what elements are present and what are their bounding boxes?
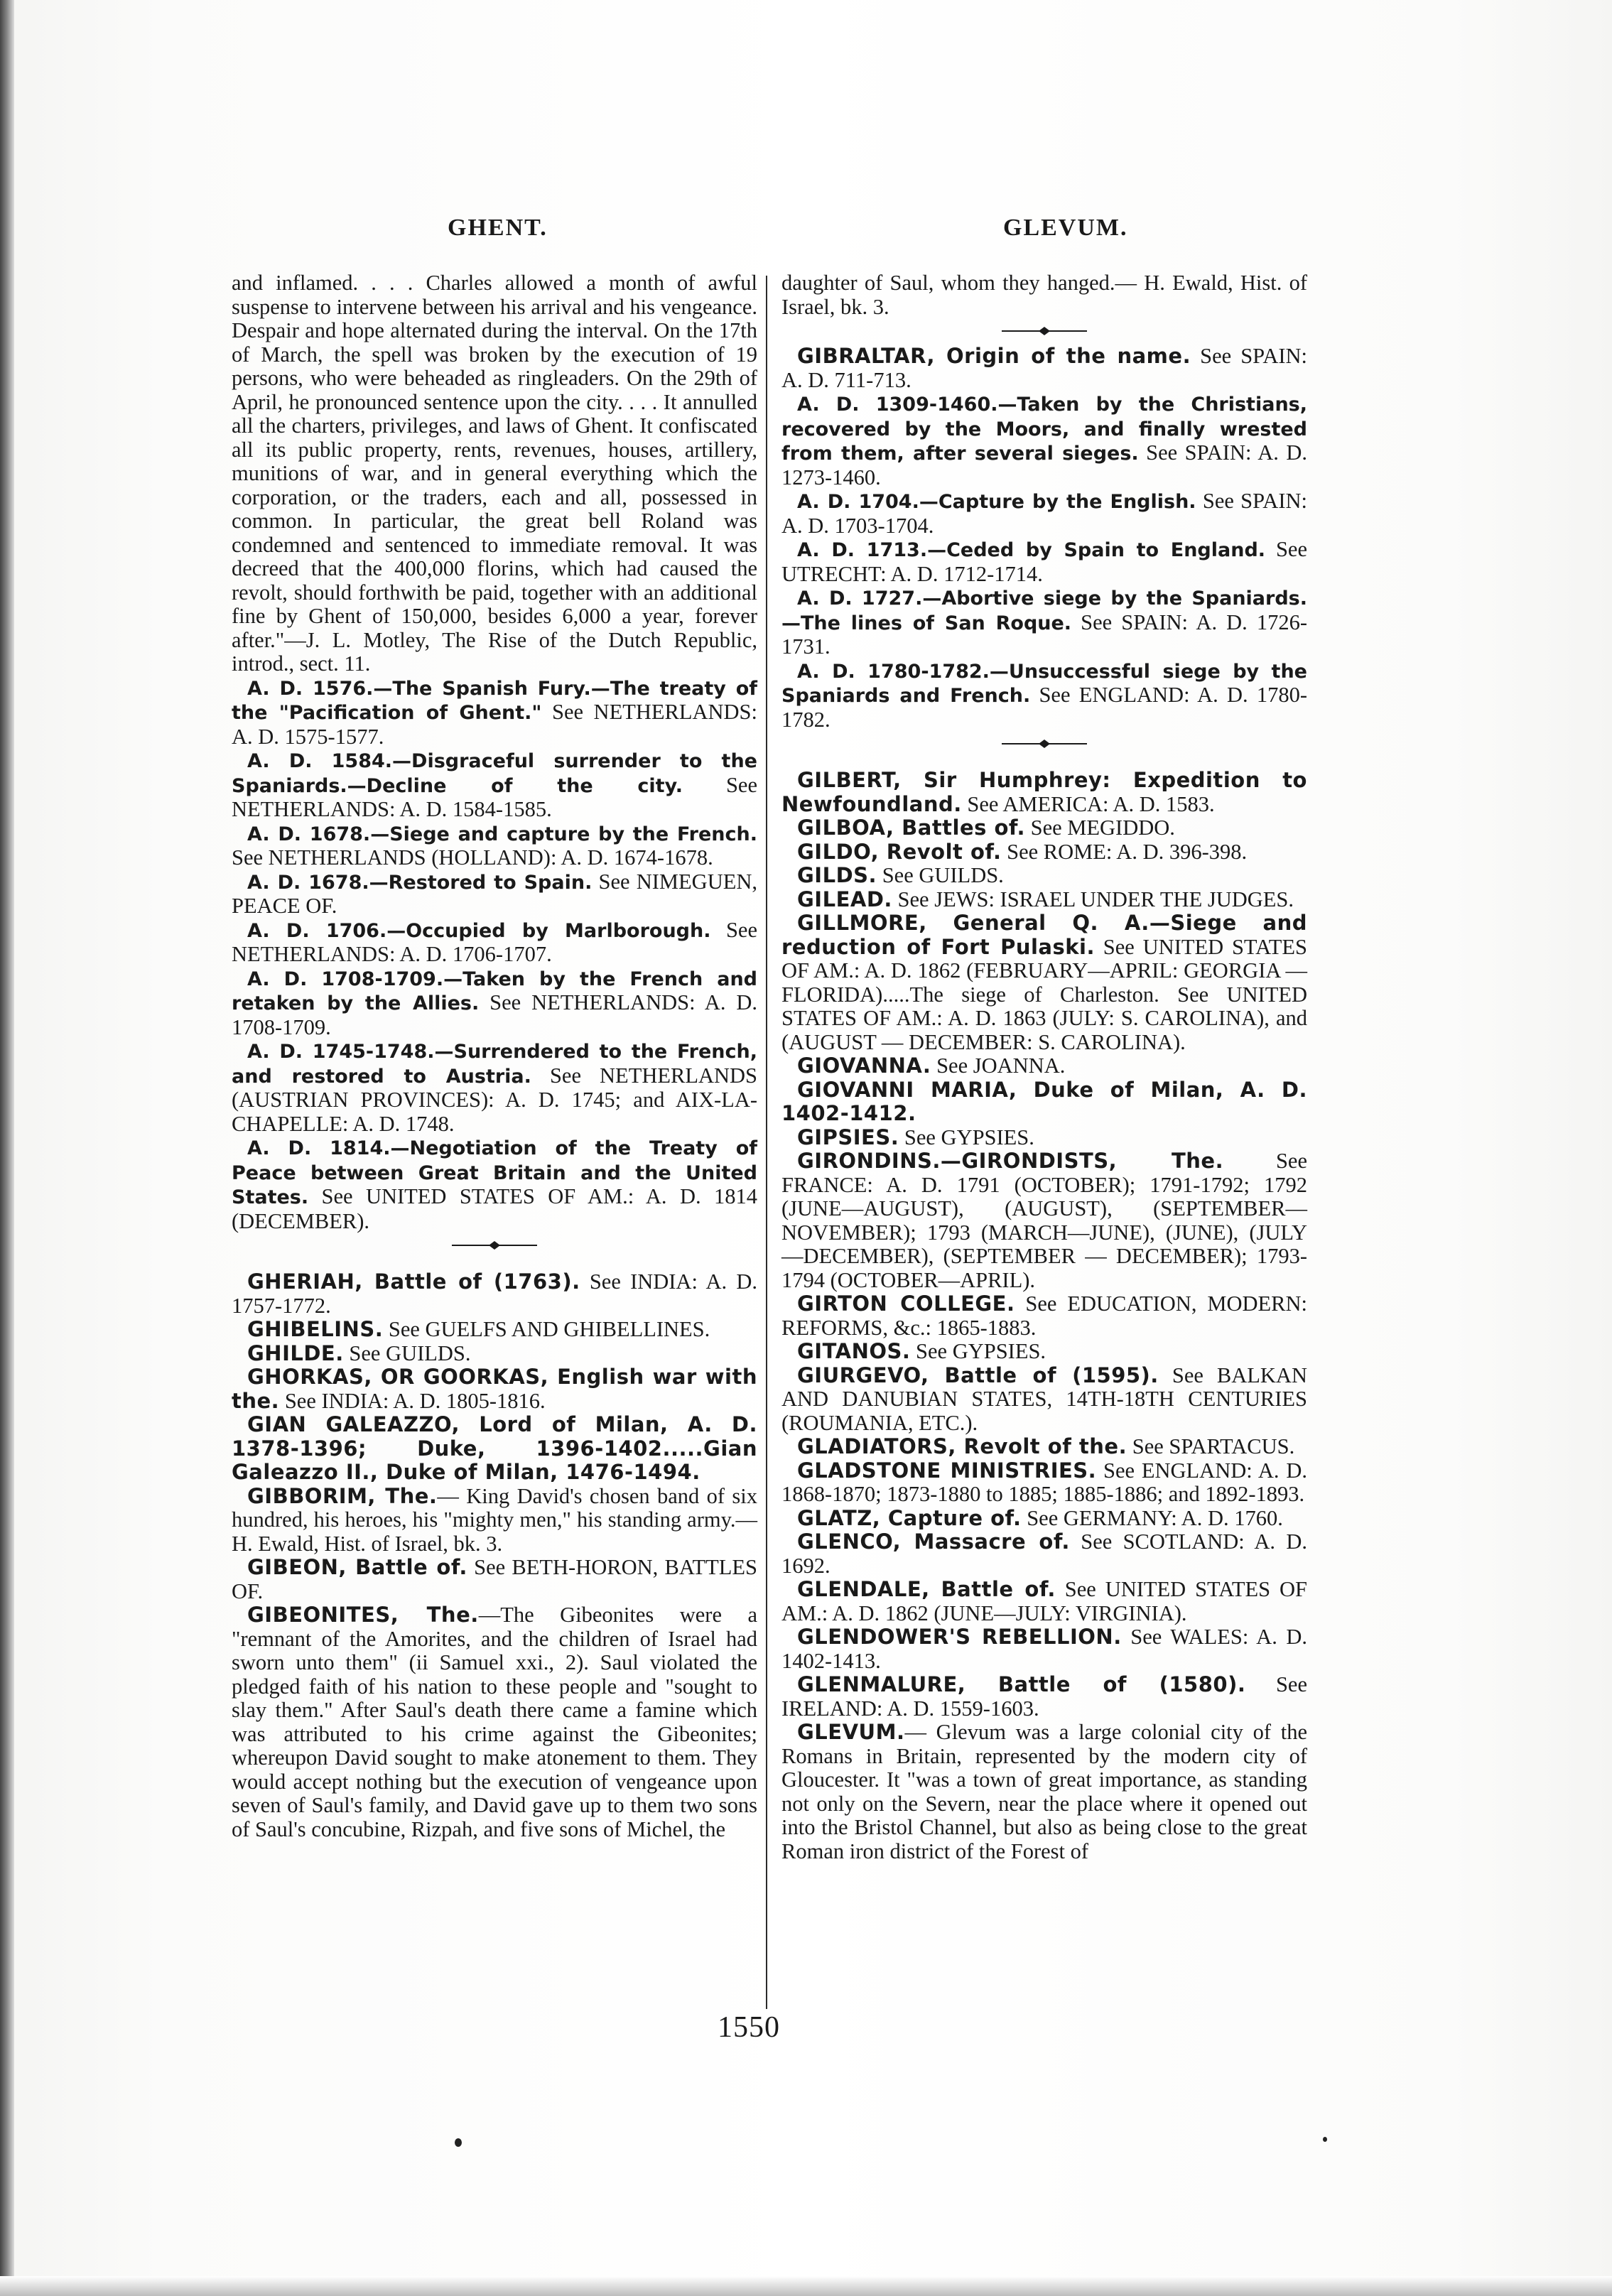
sub-entry [781,392,1307,489]
right-column [781,271,1307,1863]
entry-headword: GILDO, Revolt of. [797,839,1002,864]
entry-headword: GHERIAH, Battle of (1763). [247,1269,580,1294]
entry-subheading: A. D. 1706.—Occupied by Marlborough. [247,919,711,942]
entry-headword: GIBEONITES, The. [247,1603,479,1627]
sub-entry [232,676,757,749]
cross-reference: See UTRECHT: A. D. 1712-1714. [781,537,1307,586]
sub-entry [232,919,757,967]
entry-subheading: A. D. 1708-1709.—Taken by the French and retaken by the Allies. [232,968,757,1014]
index-entry [781,1673,1307,1721]
entry-headword: GITANOS. [797,1339,911,1363]
cross-reference: See SPARTACUS. [1127,1434,1295,1458]
sub-entry [232,967,757,1040]
index-entry [781,888,1307,912]
entry-headword: GIOVANNA. [797,1054,931,1078]
entry-headword: GILDS. [797,863,877,887]
sub-entry [232,822,757,870]
cross-reference: — King David's chosen band of six hundred, his heroes, his "mighty men," his standing army.—H. Ewald, Hist. of Israel, bk. 3. [232,1483,757,1556]
sub-entry [781,538,1307,586]
index-entry [781,345,1307,392]
entry-headword: GHORKAS, OR GOORKAS, English war with the. [232,1365,757,1413]
paragraph [232,271,757,676]
cross-reference: See WALES: A. D. 1402-1413. [781,1625,1307,1673]
cross-reference: See NETHERLANDS (HOLLAND): A. D. 1674-1678. [232,845,713,870]
entry-headword: GLATZ, Capture of. [797,1505,1022,1530]
index-entry [781,1435,1307,1459]
cross-reference: See FRANCE: A. D. 1791 (OCTOBER); 1791-1792; 1792 (JUNE—AUGUST), (AUGUST), (SEPTEMBER—NOVEMBER); 1793 (MARCH—JUNE), (JUNE), (JULY—DECEMBER), (SEPTEMBER — DECEMBER); 1793-1794 (OCTOBER—APRIL). [781,1149,1307,1292]
cross-reference: See NETHERLANDS: A. D. 1584-1585. [232,772,757,821]
entry-subheading: A. D. 1780-1782.—Unsuccessful siege by the Spaniards and French. [781,660,1307,707]
index-entry [781,1149,1307,1292]
cross-reference: See NIMEGUEN, PEACE OF. [232,869,757,918]
cross-reference: See SPAIN: A. D. 1273-1460. [781,440,1307,489]
entry-subheading: A. D. 1745-1748.—Surrendered to the French, and restored to Austria. [232,1041,757,1088]
cross-reference: —The Gibeonites were a "remnant of the Amorites, and the children of Israel had sworn unto them" (ii Samuel xxi., 2). Saul violated the pledged faith of his nation to these people and "sought to slay them." After Saul's death there came a famine which was attributed to his crime against the Gibeonites; whereupon David sought to make atonement to them. They would accept nothing but the execution of vengeance upon seven of Saul's family, and David gave up to them two sons of Saul's concubine, Rizpah, and five sons of Michel, the [232,1603,757,1841]
entry-subheading: A. D. 1713.—Ceded by Spain to England. [797,539,1266,561]
paragraph-text: daughter of Saul, whom they hanged.— H. Ewald, Hist. of Israel, bk. 3. [781,271,1307,319]
entry-headword: GIBBORIM, The. [247,1483,438,1508]
cross-reference: See ENGLAND: A. D. 1868-1870; 1873-1880 to 1885; 1885-1886; and 1892-1893. [781,1458,1307,1506]
entry-headword: GIRTON COLLEGE. [797,1292,1015,1316]
index-entry [232,1413,757,1485]
entry-subheading: A. D. 1576.—The Spanish Fury.—The treaty of the "Pacification of Ghent." [232,677,757,724]
index-entry [781,1340,1307,1364]
page-number: 1550 [718,2011,780,2044]
cross-reference: See GYPSIES. [910,1339,1046,1363]
cross-reference: See AMERICA: A. D. 1583. [961,791,1215,816]
index-entry [781,840,1307,865]
cross-reference: See GERMANY: A. D. 1760. [1021,1505,1283,1530]
page-bottom-edge [0,2276,1612,2296]
entry-headword: GILBOA, Battles of. [797,816,1025,840]
cross-reference: See GUELFS AND GHIBELLINES. [383,1317,710,1341]
cross-reference: See JEWS: ISRAEL UNDER THE JUDGES. [892,887,1294,911]
cross-reference: See MEGIDDO. [1024,816,1175,840]
index-entry [781,769,1307,816]
entry-subheading: A. D. 1678.—Restored to Spain. [247,871,593,894]
cross-reference: See NETHERLANDS: A. D. 1575-1577. [232,700,757,749]
binding-shadow [0,0,14,2296]
cross-reference: See NETHERLANDS: A. D. 1708-1709. [232,990,758,1039]
entry-headword: GLADSTONE MINISTRIES. [797,1458,1097,1483]
entry-subheading: A. D. 1704.—Capture by the English. [797,491,1196,513]
paragraph [781,271,1307,319]
index-entry [232,1342,757,1366]
running-head-left: GHENT. [448,215,548,241]
left-column [232,271,757,1841]
entry-headword: GIPSIES. [797,1125,899,1149]
entry-headword: GLENDALE, Battle of. [797,1577,1056,1601]
index-entry [781,1126,1307,1150]
index-entry [781,1530,1307,1578]
entry-subheading: A. D. 1584.—Disgraceful surrender to the Spaniards.—Decline of the city. [232,750,757,797]
index-entry [232,1365,757,1413]
cross-reference: See NETHERLANDS (AUSTRIAN PROVINCES): A. D. 1745; and AIX-LA-CHAPELLE: A. D. 1748. [232,1063,757,1136]
sub-entry [781,489,1307,538]
entry-headword: GIBRALTAR, Origin of the name. [797,344,1191,368]
index-entry [781,816,1307,840]
cross-reference: See EDUCATION, MODERN: REFORMS, &c.: 1865-1883. [781,1292,1307,1340]
sub-entry [232,1136,757,1233]
entry-headword: GLEVUM. [797,1720,905,1744]
cross-reference: See JOANNA. [931,1054,1066,1078]
index-entry [232,1270,757,1318]
cross-reference: See SPAIN: A. D. 1726-1731. [781,610,1307,659]
cross-reference: See UNITED STATES OF AM.: A. D. 1862 (FEBRUARY—APRIL: GEORGIA — FLORIDA).....The siege of Charleston. See UNITED STATES OF AM.: A. D. 1863 (JULY: S. CAROLINA), and (AUGUST — DECEMBER: S. CAROLINA). [781,934,1307,1054]
index-entry [781,1292,1307,1340]
index-entry [781,1578,1307,1625]
index-entry [232,1318,757,1342]
entry-subheading: A. D. 1309-1460.—Taken by the Christians, recovered by the Moors, and finally wrested from them, after several sieges. [781,394,1307,465]
paragraph-text: and inflamed. . . . Charles allowed a month of awful suspense to intervene between his arrival and his vengeance. Despair and hope alternated during the interval. On the 17th of March, the spell was broken by the execution of 19 persons, who were beheaded as ringleaders. On the 29th of April, he pronounced sentence upon the city. . . . It annulled all the charters, privileges, and laws of Ghent. It confiscated all its public property, rents, revenues, houses, artillery, munitions of war, and in general everything which the corporation, or the traders, each and all, possessed in common. In particular, the great bell Roland was condemned and sentenced to immediate removal. It was decreed that the 400,000 florins, which had caused the revolt, should forthwith be paid, together with an additional fine by Ghent of 150,000, besides 6,000 a year, forever after."—J. L. Motley, The Rise of the Dutch Republic, introd., sect. 11. [232,271,757,676]
cross-reference: See INDIA: A. D. 1757-1772. [232,1269,757,1318]
section-ornament [1002,739,1087,749]
sub-entry [781,659,1307,732]
print-speck [455,2138,462,2147]
index-entry [781,1054,1307,1078]
index-entry [781,864,1307,888]
cross-reference: See BETH-HORON, BATTLES OF. [232,1555,757,1603]
cross-reference: See SCOTLAND: A. D. 1692. [781,1529,1307,1578]
sub-entry [232,1039,757,1136]
entry-headword: GIRONDINS.—GIRONDISTS, The. [797,1149,1224,1173]
entry-headword: GIOVANNI MARIA, Duke of Milan, A. D. 1402-1412. [781,1077,1307,1125]
sub-entry [232,870,757,919]
cross-reference: See ENGLAND: A. D. 1780-1782. [781,683,1307,732]
column-rule [766,276,767,2009]
cross-reference: See ROME: A. D. 396-398. [1001,839,1248,864]
cross-reference: See GYPSIES. [899,1125,1034,1149]
cross-reference: See SPAIN: A. D. 1703-1704. [781,489,1307,538]
sub-entry [781,586,1307,659]
cross-reference: See IRELAND: A. D. 1559-1603. [781,1672,1307,1721]
running-head-right: GLEVUM. [1003,215,1128,241]
print-speck [1323,2137,1327,2142]
section-ornament [1002,326,1087,336]
entry-headword: GILBERT, Sir Humphrey: Expedition to Newfoundland. [781,768,1307,816]
entry-subheading: A. D. 1727.—Abortive siege by the Spaniards.—The lines of San Roque. [781,587,1307,634]
cross-reference: See UNITED STATES OF AM.: A. D. 1814 (DECEMBER). [232,1184,757,1233]
cross-reference: See UNITED STATES OF AM.: A. D. 1862 (JUNE—JULY: VIRGINIA). [781,1577,1307,1625]
index-entry [232,1603,757,1841]
cross-reference: See INDIA: A. D. 1805-1816. [279,1388,546,1413]
entry-headword: GILEAD. [797,887,892,911]
index-entry [781,1507,1307,1531]
index-entry [781,1364,1307,1436]
cross-reference: — Glevum was a large colonial city of the Romans in Britain, represented by the modern city of Gloucester. It "was a town of great importance, as standing not only on the Severn, near the place where it opened out into the Bristol Channel, but also as being close to the great Roman iron district of the Forest of [781,1720,1307,1863]
index-entry [781,911,1307,1054]
entry-headword: GIBEON, Battle of. [247,1555,467,1579]
cross-reference: See SPAIN: A. D. 711-713. [781,344,1307,392]
index-entry [232,1556,757,1603]
cross-reference: See GUILDS. [877,863,1004,887]
entry-headword: GLENCO, Massacre of. [797,1529,1070,1554]
entry-headword: GIURGEVO, Battle of (1595). [797,1363,1159,1387]
entry-headword: GHIBELINS. [247,1317,384,1341]
index-entry [781,1459,1307,1507]
entry-subheading: A. D. 1814.—Negotiation of the Treaty of Peace between Great Britain and the United States. [232,1137,757,1208]
index-entry [781,1625,1307,1673]
entry-headword: GLENMALURE, Battle of (1580). [797,1672,1246,1696]
entry-headword: GILLMORE, General Q. A.—Siege and reduction of Fort Pulaski. [781,911,1307,959]
cross-reference: See BALKAN AND DANUBIAN STATES, 14TH-18TH CENTURIES (ROUMANIA, ETC.). [781,1363,1307,1435]
cross-reference: See GUILDS. [343,1341,471,1365]
index-entry [781,1721,1307,1863]
section-ornament [452,1240,537,1250]
entry-subheading: A. D. 1678.—Siege and capture by the French. [247,823,757,845]
index-entry [232,1485,757,1556]
entry-headword: GLENDOWER'S REBELLION. [797,1625,1122,1649]
cross-reference: See NETHERLANDS: A. D. 1706-1707. [232,917,757,966]
index-entry [781,1078,1307,1126]
entry-headword: GIAN GALEAZZO, Lord of Milan, A. D. 1378-1396; Duke, 1396-1402.....Gian Galeazzo II., Duke of Milan, 1476-1494. [232,1412,757,1484]
sub-entry [232,749,757,822]
entry-headword: GHILDE. [247,1341,344,1365]
entry-headword: GLADIATORS, Revolt of the. [797,1434,1127,1458]
